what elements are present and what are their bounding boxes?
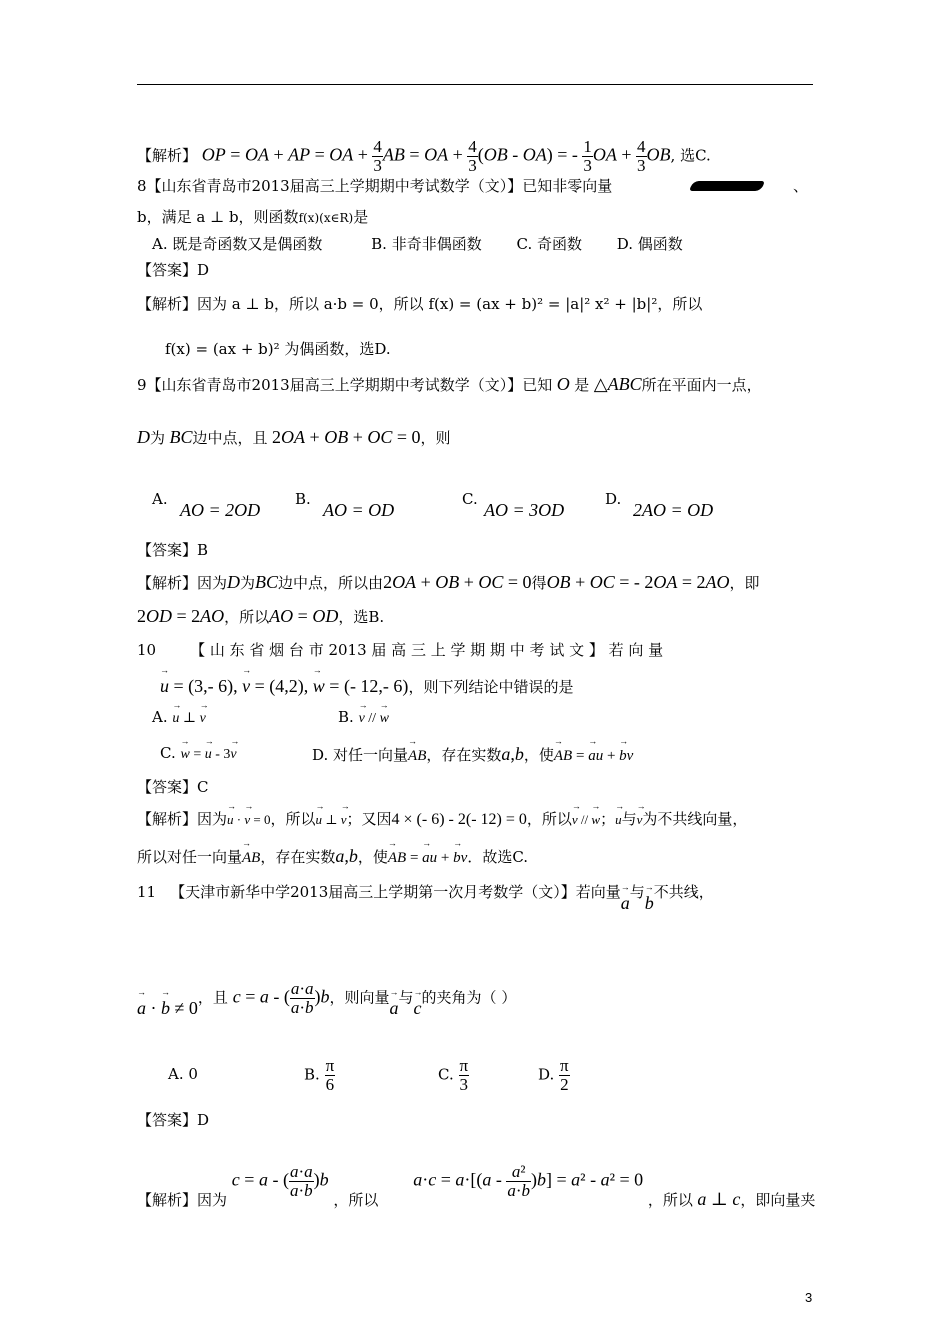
q7-analysis: 【解析】 OP = OA + AP = OA + $\frac{4}{3}$ AB = OA + $\frac{4}{3}$ (OB - OA) = - $\frac{1}{3}$ OA + $\frac{4}{3}$ OB, 选C.: [137, 137, 711, 175]
q8-answer: 【答案】D: [137, 261, 210, 279]
q9-option-c-expr: AO = 3OD: [484, 500, 565, 520]
q8-analysis-2: f(x) = (ax + b)² 为偶函数，选D.: [165, 340, 391, 358]
q10-option-c: C. → w = → u - 3→ v: [160, 744, 237, 764]
q10-analysis-2: 所以对任一向量→ AB，存在实数a,b，使→ AB = → au + → bv．故选C.: [137, 846, 528, 868]
q9-option-d: D.: [605, 490, 622, 508]
q11-analysis: 【解析】因为 c = a - ( $\frac{a\cdot a}{a\cdot b}$ )b ，所以 a·c = a·[(a - $\frac{\text{a²}}{a\cdot b}$ )b] = a² - a² = 0 ，所以 a ⊥ c，即向量夹: [137, 1162, 816, 1210]
q10-line2: → u = (3,- 6), → v = (4,2), → w = (- 12,- 6)，则下列结论中错误的是: [160, 676, 573, 698]
q9-line2: D为 BC边中点，且 2OA + OB + OC = 0，则: [137, 427, 451, 447]
q8-question: 8【山东省青岛市2013届高三上学期期中考试数学（文）】已知非零向量: [137, 177, 613, 195]
q10-option-b: B. → v // → w: [338, 708, 389, 728]
q9-option-a-expr: AO = 2OD: [180, 500, 261, 520]
q8-line2: b，满足 a ⊥ b，则函数f(x)(x∈R)是: [137, 208, 369, 226]
q10-answer: 【答案】C: [137, 778, 209, 796]
q10-option-d: D. 对任一向量→ AB，存在实数a,b，使→ AB = → au + → bv: [312, 744, 633, 766]
q11-question: 11 【天津市新华中学2013届高三上学期第一次月考数学（文）】若向量→ a与→ b不共线，: [137, 881, 714, 903]
q9-option-b: B.: [295, 490, 311, 508]
q10-analysis-1: 【解析】因为→ u · → v = 0，所以→ u ⊥ → v；又因4 × (- 6) - 2(- 12) = 0，所以→ v // → w；→ u与→ v为不共线向量，: [137, 810, 747, 829]
q11-option-a: A. 0: [168, 1065, 198, 1083]
q8-sep: 、: [793, 177, 809, 195]
q11-option-d: D. $\frac{\pi}{2}$: [538, 1056, 569, 1094]
q10-question: 10 【 山 东 省 烟 台 市 2013 届 高 三 上 学 期 期 中 考 试 文 】 若 向 量: [137, 641, 664, 659]
q9-analysis-2: 2OD = 2AO，所以AO = OD，选B.: [137, 606, 385, 626]
q9-option-d-expr: 2AO = OD: [633, 500, 714, 520]
q8-analysis-1: 【解析】因为 a ⊥ b，所以 a·b = 0，所以 f(x) = (ax + b)² = |a|² x² + |b|²，所以: [137, 295, 703, 313]
q9-question: 9【山东省青岛市2013届高三上学期期中考试数学（文）】已知 O 是 △ABC所在平面内一点，: [137, 374, 762, 394]
page-number: 3: [805, 1290, 813, 1305]
q11-option-c: C. $\frac{\pi}{3}$: [438, 1056, 469, 1094]
q9-option-a: A.: [152, 490, 168, 508]
q8-options: A. 既是奇函数又是偶函数 B. 非奇非偶函数 C. 奇函数 D. 偶函数: [152, 235, 683, 253]
q9-option-b-expr: AO = OD: [323, 500, 395, 520]
header-rule: [137, 84, 813, 85]
q9-answer: 【答案】B: [137, 541, 209, 559]
q9-analysis-1: 【解析】因为D为BC边中点，所以由2OA + OB + OC = 0得OB + OC = - 2OA = 2AO，即: [137, 572, 760, 592]
q11-condition: → a · → b ≠ 0，且 c = a - ( $\frac{a\cdot a}{a\cdot b}$ )b，则向量→ a与→ c的夹角为（ ）: [137, 980, 516, 1017]
q10-option-a: A. → u ⊥ → v: [152, 708, 206, 728]
q11-option-b: B. $\frac{\pi}{6}$: [304, 1056, 335, 1094]
q9-option-c: C.: [462, 490, 478, 508]
redaction-blot: [689, 181, 765, 191]
q11-answer: 【答案】D: [137, 1111, 210, 1129]
